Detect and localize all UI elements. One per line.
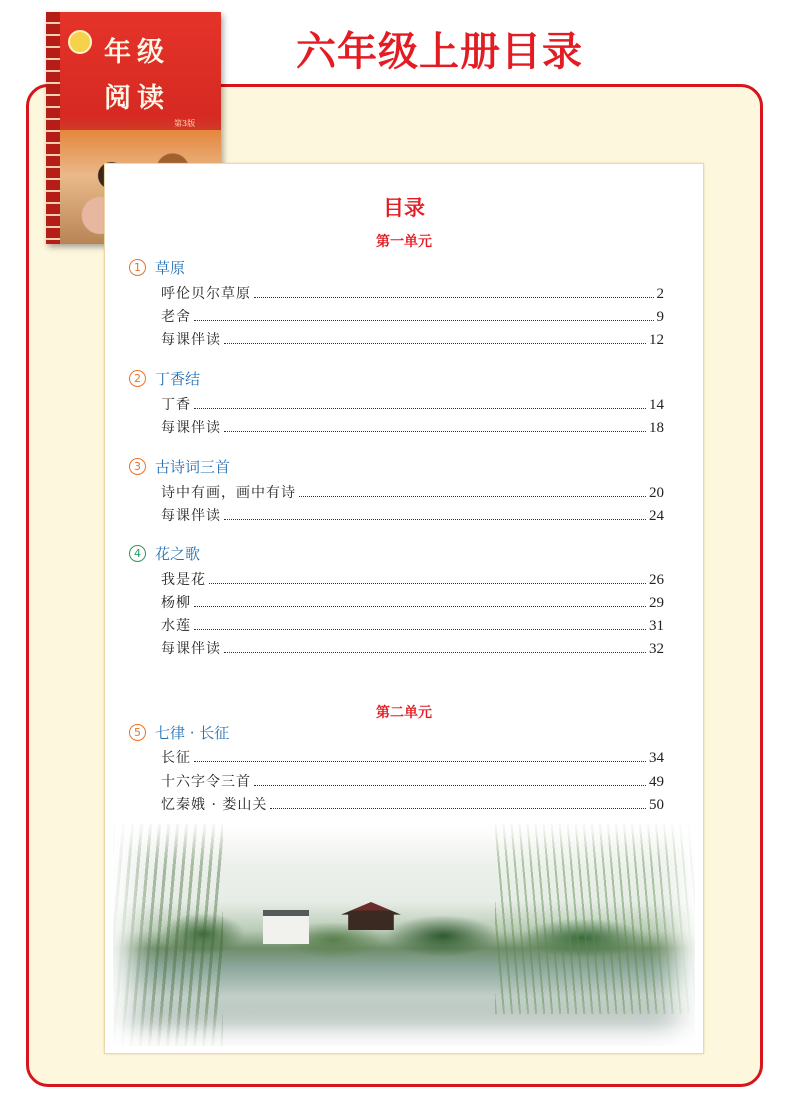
page-number: 2 xyxy=(656,286,664,302)
page-number: 31 xyxy=(649,618,664,634)
dot-leader xyxy=(224,431,646,432)
page-number: 20 xyxy=(649,485,664,501)
dot-leader xyxy=(194,606,646,607)
page-number: 12 xyxy=(649,332,664,348)
lesson-title: 丁香结 xyxy=(155,369,201,388)
lesson-number-badge: 3 xyxy=(129,458,146,475)
lesson-title: 古诗词三首 xyxy=(155,457,231,476)
entry-title: 我是花 xyxy=(161,572,206,588)
publisher-logo-icon xyxy=(68,30,92,54)
lesson-title: 七律 · 长征 xyxy=(155,723,230,742)
dot-leader xyxy=(224,519,646,520)
toc-entry[interactable] xyxy=(161,792,664,814)
lesson-heading[interactable] xyxy=(129,256,185,278)
toc-entry[interactable] xyxy=(161,480,664,502)
lesson-number-badge: 2 xyxy=(129,370,146,387)
dot-leader xyxy=(254,785,646,786)
unit-heading: 第二单元 xyxy=(376,705,432,721)
entry-title: 呼伦贝尔草原 xyxy=(161,286,251,302)
toc-entry[interactable] xyxy=(161,281,664,303)
entry-title: 每课伴读 xyxy=(161,420,221,436)
toc-entry[interactable] xyxy=(161,590,664,612)
dot-leader xyxy=(299,496,646,497)
entry-title: 长征 xyxy=(161,750,191,766)
photo-vignette xyxy=(113,824,695,1046)
lesson-number-badge: 5 xyxy=(129,724,146,741)
toc-entry[interactable] xyxy=(161,613,664,635)
toc-entry[interactable] xyxy=(161,636,664,658)
page-number: 32 xyxy=(649,641,664,657)
entry-title: 水莲 xyxy=(161,618,191,634)
page-number: 24 xyxy=(649,508,664,524)
toc-entry[interactable] xyxy=(161,327,664,349)
entry-title: 十六字令三首 xyxy=(161,774,251,790)
page-number: 29 xyxy=(649,595,664,611)
toc-entry[interactable] xyxy=(161,769,664,791)
entry-title: 忆秦娥 · 娄山关 xyxy=(161,797,268,813)
entry-title: 丁香 xyxy=(161,397,191,413)
lesson-title: 草原 xyxy=(155,258,186,277)
toc-entry[interactable] xyxy=(161,304,664,326)
unit-heading: 第一单元 xyxy=(376,234,432,250)
lesson-heading[interactable] xyxy=(129,721,229,743)
lesson-heading[interactable] xyxy=(129,455,230,477)
lesson-title: 花之歌 xyxy=(155,544,201,563)
toc-title: 目录 xyxy=(383,196,425,220)
cover-title-line2: 阅读 xyxy=(104,83,170,114)
page-number: 14 xyxy=(649,397,664,413)
toc-entry[interactable] xyxy=(161,567,664,589)
entry-title: 杨柳 xyxy=(161,595,191,611)
entry-title: 每课伴读 xyxy=(161,508,221,524)
page-number: 50 xyxy=(649,797,664,813)
lake-landscape-photo xyxy=(113,824,695,1046)
book-spine xyxy=(46,12,60,244)
dot-leader xyxy=(194,629,646,630)
page-number: 18 xyxy=(649,420,664,436)
toc-entry[interactable] xyxy=(161,415,664,437)
dot-leader xyxy=(194,761,646,762)
lesson-heading[interactable] xyxy=(129,542,200,564)
lesson-heading[interactable] xyxy=(129,367,200,389)
lesson-number-badge: 4 xyxy=(129,545,146,562)
dot-leader xyxy=(209,583,646,584)
dot-leader xyxy=(224,652,646,653)
lesson-number-badge: 1 xyxy=(129,259,146,276)
page-number: 26 xyxy=(649,572,664,588)
entry-title: 诗中有画，画中有诗 xyxy=(161,485,296,501)
dot-leader xyxy=(194,320,654,321)
dot-leader xyxy=(254,297,654,298)
entry-title: 每课伴读 xyxy=(161,641,221,657)
cover-title-line1: 年级 xyxy=(104,37,170,68)
dot-leader xyxy=(224,343,646,344)
dot-leader xyxy=(270,808,646,809)
dot-leader xyxy=(194,408,646,409)
toc-entry[interactable] xyxy=(161,392,664,414)
entry-title: 老舍 xyxy=(161,309,191,325)
entry-title: 每课伴读 xyxy=(161,332,221,348)
toc-panel xyxy=(104,163,704,1054)
page-number: 34 xyxy=(649,750,664,766)
page-title: 六年级上册目录 xyxy=(296,29,583,75)
page-number: 49 xyxy=(649,774,664,790)
toc-entry[interactable] xyxy=(161,503,664,525)
toc-entry[interactable] xyxy=(161,745,664,767)
page-number: 9 xyxy=(656,309,664,325)
cover-edition: 第3版 xyxy=(174,119,196,128)
